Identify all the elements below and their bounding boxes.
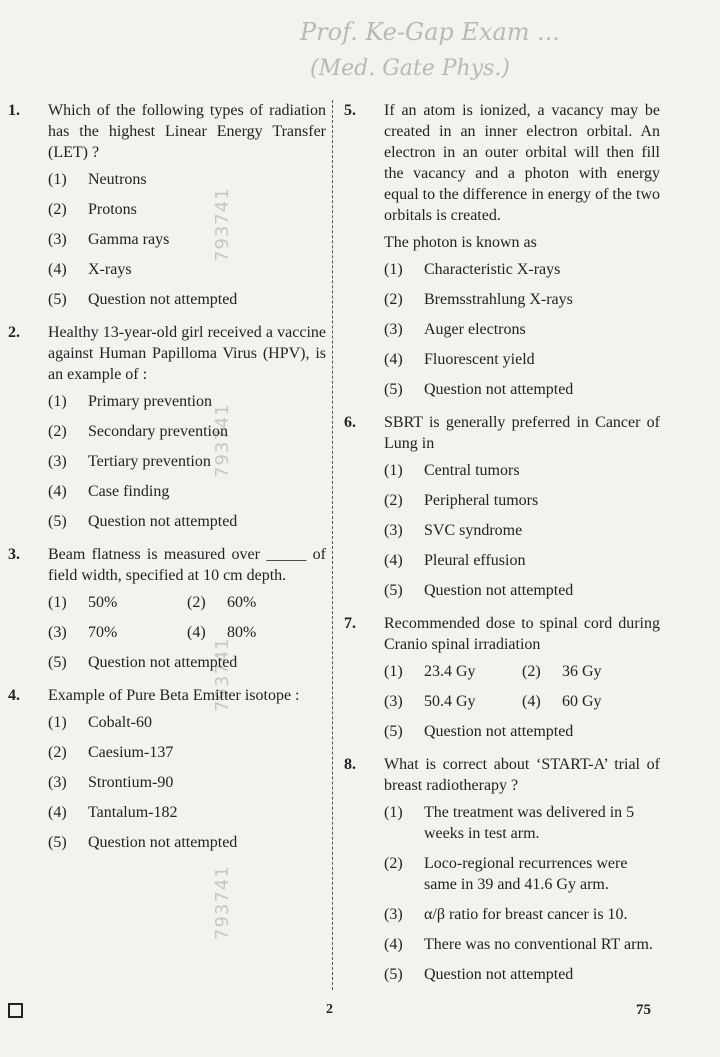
- option-number: (1): [384, 804, 403, 821]
- option-number: (5): [48, 291, 67, 308]
- question-number: 4.: [8, 687, 20, 704]
- answer-option[interactable]: [187, 622, 326, 643]
- option-number: (3): [384, 693, 403, 710]
- option-text: 80%: [227, 624, 257, 641]
- option-pair-row: [384, 661, 660, 682]
- option-text: α/β ratio for breast cancer is 10.: [424, 906, 628, 923]
- page-number: 2: [326, 1002, 333, 1017]
- option-text: The treatment was delivered in 5 weeks in test arm.: [424, 804, 635, 842]
- option-number: (4): [384, 936, 403, 953]
- question-number: 8.: [344, 756, 356, 773]
- square-marker-icon: [8, 1003, 23, 1018]
- right-column: [342, 100, 660, 997]
- watermark-2: 793741: [212, 403, 233, 478]
- handwritten-note-line1: Prof. Ke-Gap Exam ...: [300, 18, 561, 46]
- option-number: (2): [187, 594, 206, 611]
- option-number: (3): [384, 906, 403, 923]
- option-text: Question not attempted: [424, 381, 574, 398]
- question-number: 3.: [8, 546, 20, 563]
- watermark-3: 793741: [212, 637, 233, 712]
- question-text: Healthy 13-year-old girl received a vaccine against Human Papilloma Virus (HPV), is an example of :: [48, 324, 326, 383]
- option-text: Protons: [88, 201, 137, 218]
- answer-option[interactable]: [48, 802, 326, 823]
- option-number: (2): [48, 201, 67, 218]
- answer-option[interactable]: [48, 652, 326, 673]
- answer-option[interactable]: [522, 691, 660, 712]
- option-number: (4): [48, 261, 67, 278]
- answer-option[interactable]: [384, 853, 660, 895]
- question-block: [6, 100, 326, 310]
- option-text: Cobalt-60: [88, 714, 152, 731]
- option-pair-row: [384, 691, 660, 712]
- question-block: [342, 613, 660, 742]
- option-text: Secondary prevention: [88, 423, 228, 440]
- answer-option[interactable]: [48, 742, 326, 763]
- option-number: (1): [384, 663, 403, 680]
- option-number: (3): [48, 774, 67, 791]
- answer-option[interactable]: [48, 229, 326, 250]
- option-text: Question not attempted: [424, 723, 574, 740]
- answer-option[interactable]: [384, 904, 660, 925]
- option-text: 60 Gy: [562, 693, 602, 710]
- answer-option[interactable]: [48, 289, 326, 310]
- option-number: (2): [48, 744, 67, 761]
- option-number: (5): [384, 723, 403, 740]
- question-number: 6.: [344, 414, 356, 431]
- option-text: Question not attempted: [88, 291, 238, 308]
- answer-option[interactable]: [48, 169, 326, 190]
- column-divider: [332, 100, 333, 990]
- option-number: (5): [384, 381, 403, 398]
- option-number: (1): [48, 714, 67, 731]
- option-number: (3): [384, 321, 403, 338]
- option-text: There was no conventional RT arm.: [424, 936, 653, 953]
- option-number: (2): [522, 663, 541, 680]
- option-text: 36 Gy: [562, 663, 602, 680]
- option-text: Question not attempted: [88, 654, 238, 671]
- option-number: (3): [48, 231, 67, 248]
- option-text: 50.4 Gy: [424, 693, 476, 710]
- answer-option[interactable]: [384, 691, 522, 712]
- option-text: 70%: [88, 624, 118, 641]
- option-number: (5): [384, 966, 403, 983]
- option-number: (3): [48, 453, 67, 470]
- option-text: 50%: [88, 594, 118, 611]
- question-number: 7.: [344, 615, 356, 632]
- answer-option[interactable]: [48, 622, 187, 643]
- option-number: (4): [48, 804, 67, 821]
- option-text: Neutrons: [88, 171, 147, 188]
- option-number: (4): [384, 552, 403, 569]
- option-number: (2): [384, 492, 403, 509]
- option-text: Characteristic X-rays: [424, 261, 561, 278]
- option-text: Gamma rays: [88, 231, 170, 248]
- option-text: Peripheral tumors: [424, 492, 539, 509]
- option-text: Tertiary prevention: [88, 453, 211, 470]
- answer-option[interactable]: [384, 379, 660, 400]
- option-text: Pleural effusion: [424, 552, 526, 569]
- answer-option[interactable]: [384, 259, 660, 280]
- option-number: (1): [384, 261, 403, 278]
- answer-option[interactable]: [384, 349, 660, 370]
- option-number: (4): [384, 351, 403, 368]
- answer-option[interactable]: [384, 460, 660, 481]
- booklet-code: 75: [636, 1002, 651, 1018]
- option-pair-row: [48, 622, 326, 643]
- question-text: Which of the following types of radiation has the highest Linear Energy Transfer (LET) ?: [48, 102, 326, 161]
- question-block: [342, 754, 660, 985]
- watermark-4: 793741: [212, 865, 233, 940]
- option-text: Fluorescent yield: [424, 351, 535, 368]
- option-text: Strontium-90: [88, 774, 174, 791]
- option-number: (2): [384, 291, 403, 308]
- option-text: Central tumors: [424, 462, 520, 479]
- option-text: Tantalum-182: [88, 804, 178, 821]
- option-text: Case finding: [88, 483, 170, 500]
- option-text: Bremsstrahlung X-rays: [424, 291, 573, 308]
- answer-option[interactable]: [48, 259, 326, 280]
- option-number: (1): [384, 462, 403, 479]
- option-text: Question not attempted: [88, 834, 238, 851]
- answer-option[interactable]: [48, 592, 187, 613]
- option-number: (4): [48, 483, 67, 500]
- answer-option[interactable]: [48, 772, 326, 793]
- option-text: Question not attempted: [424, 966, 574, 983]
- question-block: [342, 412, 660, 601]
- question-block: [6, 544, 326, 673]
- answer-option[interactable]: [48, 481, 326, 502]
- option-text: Auger electrons: [424, 321, 526, 338]
- option-text: Question not attempted: [424, 582, 574, 599]
- watermark-1: 793741: [212, 187, 233, 262]
- answer-option[interactable]: [384, 580, 660, 601]
- option-text: 60%: [227, 594, 257, 611]
- option-text: SVC syndrome: [424, 522, 523, 539]
- option-number: (5): [48, 654, 67, 671]
- option-text: 23.4 Gy: [424, 663, 476, 680]
- question-block: [6, 685, 326, 853]
- question-text: What is correct about ‘START-A’ trial of breast radiotherapy ?: [384, 756, 660, 794]
- answer-option[interactable]: [48, 451, 326, 472]
- option-number: (1): [48, 171, 67, 188]
- handwritten-note-line2: (Med. Gate Phys.): [310, 56, 511, 81]
- question-number: 1.: [8, 102, 20, 119]
- answer-option[interactable]: [384, 520, 660, 541]
- answer-option[interactable]: [48, 832, 326, 853]
- option-number: (1): [48, 393, 67, 410]
- answer-option[interactable]: [48, 511, 326, 532]
- option-number: (3): [48, 624, 67, 641]
- option-number: (5): [384, 582, 403, 599]
- answer-option[interactable]: [384, 550, 660, 571]
- answer-option[interactable]: [384, 490, 660, 511]
- answer-option[interactable]: [48, 199, 326, 220]
- option-text: Loco-regional recurrences were same in 39 and 41.6 Gy arm.: [424, 855, 628, 893]
- question-block: [342, 100, 660, 400]
- question-text: SBRT is generally preferred in Cancer of Lung in: [384, 414, 660, 452]
- option-number: (4): [522, 693, 541, 710]
- option-number: (3): [384, 522, 403, 539]
- option-number: (5): [48, 513, 67, 530]
- answer-option[interactable]: [48, 712, 326, 733]
- question-number: 2.: [8, 324, 20, 341]
- answer-option[interactable]: [384, 721, 660, 742]
- left-column: [6, 100, 326, 865]
- question-number: 5.: [344, 102, 356, 119]
- answer-option[interactable]: [384, 802, 660, 844]
- option-text: Question not attempted: [88, 513, 238, 530]
- question-text: If an atom is ionized, a vacancy may be created in an inner electron orbital. An electron in an outer orbital will then fill the vacancy and a photon with energy equal to the difference in energy of the two orbitals is created.: [384, 102, 660, 224]
- question-text: Example of Pure Beta Emitter isotope :: [48, 687, 300, 704]
- question-subtext: The photon is known as: [384, 234, 537, 251]
- answer-option[interactable]: [187, 592, 326, 613]
- answer-option[interactable]: [384, 289, 660, 310]
- question-text: Beam flatness is measured over _____ of field width, specified at 10 cm depth.: [48, 546, 326, 584]
- answer-option[interactable]: [48, 421, 326, 442]
- option-number: (4): [187, 624, 206, 641]
- answer-option[interactable]: [522, 661, 660, 682]
- option-number: (1): [48, 594, 67, 611]
- question-text: Recommended dose to spinal cord during Cranio spinal irradiation: [384, 615, 660, 653]
- question-block: [6, 322, 326, 532]
- option-number: (2): [48, 423, 67, 440]
- answer-option[interactable]: [384, 661, 522, 682]
- option-text: Caesium-137: [88, 744, 174, 761]
- option-number: (5): [48, 834, 67, 851]
- option-text: Primary prevention: [88, 393, 212, 410]
- answer-option[interactable]: [48, 391, 326, 412]
- option-number: (2): [384, 855, 403, 872]
- answer-option[interactable]: [384, 319, 660, 340]
- option-text: X-rays: [88, 261, 132, 278]
- answer-option[interactable]: [384, 964, 660, 985]
- answer-option[interactable]: [384, 934, 660, 955]
- option-pair-row: [48, 592, 326, 613]
